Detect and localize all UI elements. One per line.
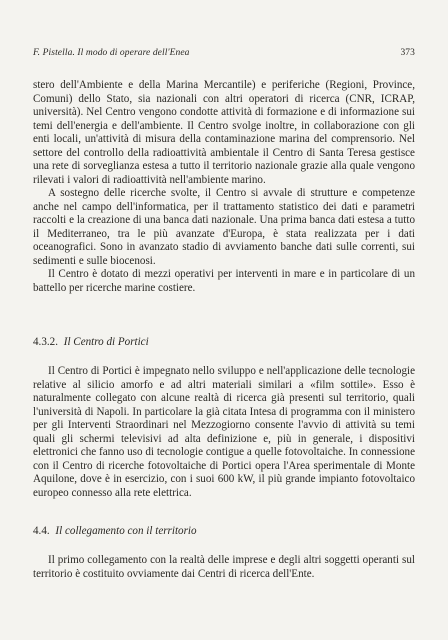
running-head-title: F. Pistella. Il modo di operare dell'Enea	[33, 48, 190, 58]
section-heading-territorio	[33, 524, 415, 538]
text-block-intro	[33, 79, 415, 295]
paragraph: Il Centro è dotato di mezzi operativi per interventi in mare e in particolare di un battello per ricerche marine costiere.	[33, 268, 415, 294]
text-block-portici	[33, 365, 415, 500]
section-number: 4.4.	[33, 525, 50, 537]
paragraph: A sostegno delle ricerche svolte, il Centro si avvale di strutture e competenze anche nel campo dell'informatica, per il trattamento statistico dei dati e parametri raccolti e la creazione di una banca dati nazionale. Una prima banca dati estesa a tutto il Mediterraneo, tra le più avanzate d'Europa, è stata realizzata per i dati oceanografici. Sono in avanzato stadio di avviamento banche dati sulle correnti, sui sedimenti e sulle biocenosi.	[33, 187, 415, 267]
section-title: Il collegamento con il territorio	[55, 525, 197, 537]
section-number: 4.3.2.	[33, 336, 58, 348]
paragraph: Il primo collegamento con la realtà delle imprese e degli altri soggetti operanti sul territorio è costituito ovviamente dai Centri di ricerca dell'Ente.	[33, 554, 415, 580]
section-heading-portici	[33, 335, 415, 349]
paragraph: stero dell'Ambiente e della Marina Mercantile) e periferiche (Regioni, Province, Comuni) dello Stato, sia nazionali con altri operatori di ricerca (CNR, ICRAP, università). Nel Centro vengono condotte attività di formazione e di informazione sui temi dell'energia e dell'ambiente. Il Centro svolge inoltre, in collaborazione con gli enti locali, un'attività di misura della contaminazione marina del comprensorio. Nel settore del controllo della radioattività ambientale il Centro di Santa Teresa gestisce una rete di sorveglianza estesa a tutto il territorio nazionale grazie alla quale vengono rilevati i valori di radioattività nell'ambiente marino.	[33, 79, 415, 186]
page-number: 373	[400, 48, 415, 58]
running-head	[33, 48, 415, 62]
section-title: Il Centro di Portici	[63, 336, 149, 348]
paragraph: Il Centro di Portici è impegnato nello sviluppo e nell'applicazione delle tecnologie relative al silicio amorfo e ad altri materiali similari a «film sottile». Esso è naturalmente collegato con alcune realtà di ricerca già presenti sul territorio, quali l'università di Napoli. In particolare la già citata Intesa di programma con il ministero per gli Interventi Straordinari nel Mezzogiorno consente l'avvio di attività su temi quali gli schermi televisivi ad alta definizione e, più in generale, i dispositivi elettronici che fanno uso di tecnologie contigue a quelle fotovoltaiche. In connessione con il Centro di ricerche fotovoltaiche di Portici opera l'Area sperimentale di Monte Aquilone, dove è in esercizio, con i suoi 600 kW, il più grande impianto fotovoltaico europeo connesso alla rete elettrica.	[33, 365, 415, 499]
text-block-territorio	[33, 554, 415, 581]
